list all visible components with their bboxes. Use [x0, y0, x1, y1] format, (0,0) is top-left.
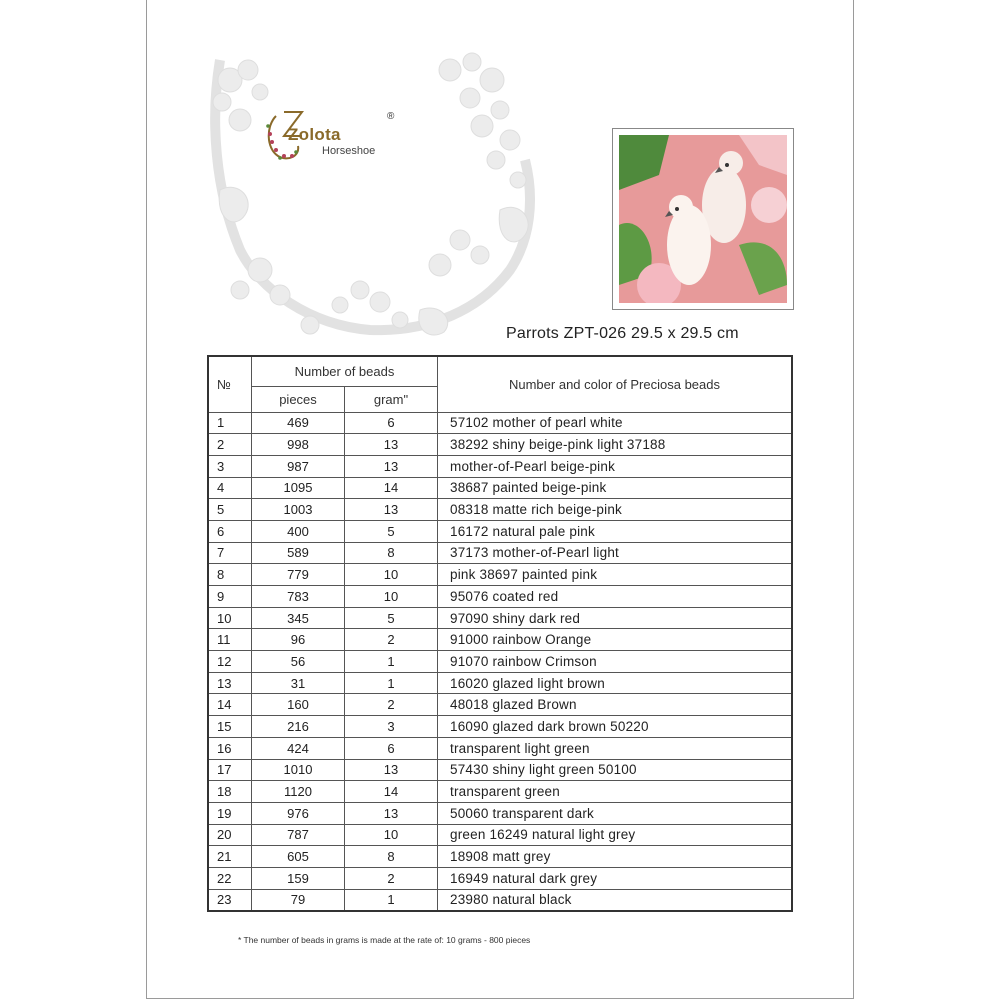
row-number: 18 [208, 781, 252, 803]
table-row [208, 434, 792, 456]
row-pieces: 160 [252, 694, 345, 716]
table-row [208, 651, 792, 673]
row-color: 18908 matt grey [438, 846, 793, 868]
registered-mark: ® [387, 111, 395, 122]
header-color: Number and color of Preciosa beads [438, 356, 793, 412]
row-gram: 3 [345, 716, 438, 738]
row-color: 50060 transparent dark [438, 802, 793, 824]
row-gram: 13 [345, 759, 438, 781]
row-color: transparent green [438, 781, 793, 803]
header-number: № [208, 356, 252, 412]
row-color: mother-of-Pearl beige-pink [438, 455, 793, 477]
row-pieces: 1010 [252, 759, 345, 781]
footnote: * The number of beads in grams is made at the rate of: 10 grams - 800 pieces [238, 935, 531, 945]
row-number: 21 [208, 846, 252, 868]
table-row [208, 455, 792, 477]
header-gram: gram" [345, 386, 438, 412]
floral-ornament-icon [200, 40, 540, 340]
row-number: 23 [208, 889, 252, 911]
row-gram: 8 [345, 846, 438, 868]
row-number: 8 [208, 564, 252, 586]
row-pieces: 976 [252, 802, 345, 824]
row-number: 12 [208, 651, 252, 673]
table-row [208, 781, 792, 803]
row-gram: 10 [345, 824, 438, 846]
table-row [208, 672, 792, 694]
row-pieces: 96 [252, 629, 345, 651]
row-pieces: 783 [252, 586, 345, 608]
row-number: 20 [208, 824, 252, 846]
table-row [208, 586, 792, 608]
row-gram: 1 [345, 651, 438, 673]
row-color: 95076 coated red [438, 586, 793, 608]
row-gram: 6 [345, 412, 438, 434]
header-number-of-beads: Number of beads [252, 356, 438, 386]
row-color: 38687 painted beige-pink [438, 477, 793, 499]
table-row [208, 542, 792, 564]
row-color: 08318 matte rich beige-pink [438, 499, 793, 521]
row-color: 57102 mother of pearl white [438, 412, 793, 434]
row-color: 97090 shiny dark red [438, 607, 793, 629]
row-gram: 10 [345, 564, 438, 586]
row-pieces: 1120 [252, 781, 345, 803]
row-number: 6 [208, 520, 252, 542]
row-pieces: 345 [252, 607, 345, 629]
row-color: 16020 glazed light brown [438, 672, 793, 694]
beads-table [207, 355, 793, 912]
table-row [208, 824, 792, 846]
row-color: 91000 rainbow Orange [438, 629, 793, 651]
row-pieces: 79 [252, 889, 345, 911]
row-number: 11 [208, 629, 252, 651]
row-gram: 1 [345, 672, 438, 694]
table-row [208, 607, 792, 629]
row-pieces: 424 [252, 737, 345, 759]
row-color: 16949 natural dark grey [438, 867, 793, 889]
logo-name: Zolota [288, 125, 341, 144]
row-pieces: 779 [252, 564, 345, 586]
row-pieces: 1003 [252, 499, 345, 521]
product-thumbnail [612, 128, 794, 310]
row-gram: 5 [345, 520, 438, 542]
row-number: 22 [208, 867, 252, 889]
row-color: 16172 natural pale pink [438, 520, 793, 542]
row-color: 38292 shiny beige-pink light 37188 [438, 434, 793, 456]
row-number: 5 [208, 499, 252, 521]
row-gram: 14 [345, 477, 438, 499]
row-gram: 13 [345, 434, 438, 456]
row-number: 3 [208, 455, 252, 477]
row-pieces: 605 [252, 846, 345, 868]
row-color: 16090 glazed dark brown 50220 [438, 716, 793, 738]
row-gram: 2 [345, 629, 438, 651]
row-gram: 13 [345, 802, 438, 824]
row-number: 1 [208, 412, 252, 434]
row-color: 23980 natural black [438, 889, 793, 911]
logo-subtitle: Horseshoe [322, 145, 376, 157]
row-gram: 10 [345, 586, 438, 608]
row-pieces: 589 [252, 542, 345, 564]
row-number: 9 [208, 586, 252, 608]
row-gram: 2 [345, 694, 438, 716]
table-row [208, 412, 792, 434]
row-number: 17 [208, 759, 252, 781]
row-pieces: 1095 [252, 477, 345, 499]
row-number: 16 [208, 737, 252, 759]
table-row [208, 716, 792, 738]
row-gram: 13 [345, 499, 438, 521]
row-pieces: 469 [252, 412, 345, 434]
row-color: pink 38697 painted pink [438, 564, 793, 586]
header-pieces: pieces [252, 386, 345, 412]
row-color: 57430 shiny light green 50100 [438, 759, 793, 781]
table-row [208, 846, 792, 868]
table-row [208, 694, 792, 716]
row-pieces: 31 [252, 672, 345, 694]
row-number: 19 [208, 802, 252, 824]
row-color: 37173 mother-of-Pearl light [438, 542, 793, 564]
row-pieces: 216 [252, 716, 345, 738]
row-gram: 5 [345, 607, 438, 629]
table-body [208, 412, 792, 911]
row-number: 13 [208, 672, 252, 694]
row-pieces: 787 [252, 824, 345, 846]
row-number: 15 [208, 716, 252, 738]
row-number: 4 [208, 477, 252, 499]
row-pieces: 987 [252, 455, 345, 477]
table-row [208, 889, 792, 911]
table-row [208, 759, 792, 781]
table-row [208, 477, 792, 499]
row-number: 2 [208, 434, 252, 456]
row-pieces: 400 [252, 520, 345, 542]
table-row [208, 499, 792, 521]
row-color: transparent light green [438, 737, 793, 759]
product-title: Parrots ZPT-026 29.5 x 29.5 cm [506, 325, 739, 342]
row-color: 91070 rainbow Crimson [438, 651, 793, 673]
table-row [208, 867, 792, 889]
row-pieces: 159 [252, 867, 345, 889]
row-gram: 6 [345, 737, 438, 759]
table-row [208, 737, 792, 759]
parrots-picture-icon [619, 135, 787, 303]
table-row [208, 629, 792, 651]
row-color: green 16249 natural light grey [438, 824, 793, 846]
row-color: 48018 glazed Brown [438, 694, 793, 716]
row-number: 7 [208, 542, 252, 564]
table-row [208, 564, 792, 586]
row-gram: 14 [345, 781, 438, 803]
table-row [208, 520, 792, 542]
row-number: 14 [208, 694, 252, 716]
table-row [208, 802, 792, 824]
row-number: 10 [208, 607, 252, 629]
row-gram: 2 [345, 867, 438, 889]
row-gram: 1 [345, 889, 438, 911]
row-pieces: 56 [252, 651, 345, 673]
row-gram: 13 [345, 455, 438, 477]
row-pieces: 998 [252, 434, 345, 456]
row-gram: 8 [345, 542, 438, 564]
